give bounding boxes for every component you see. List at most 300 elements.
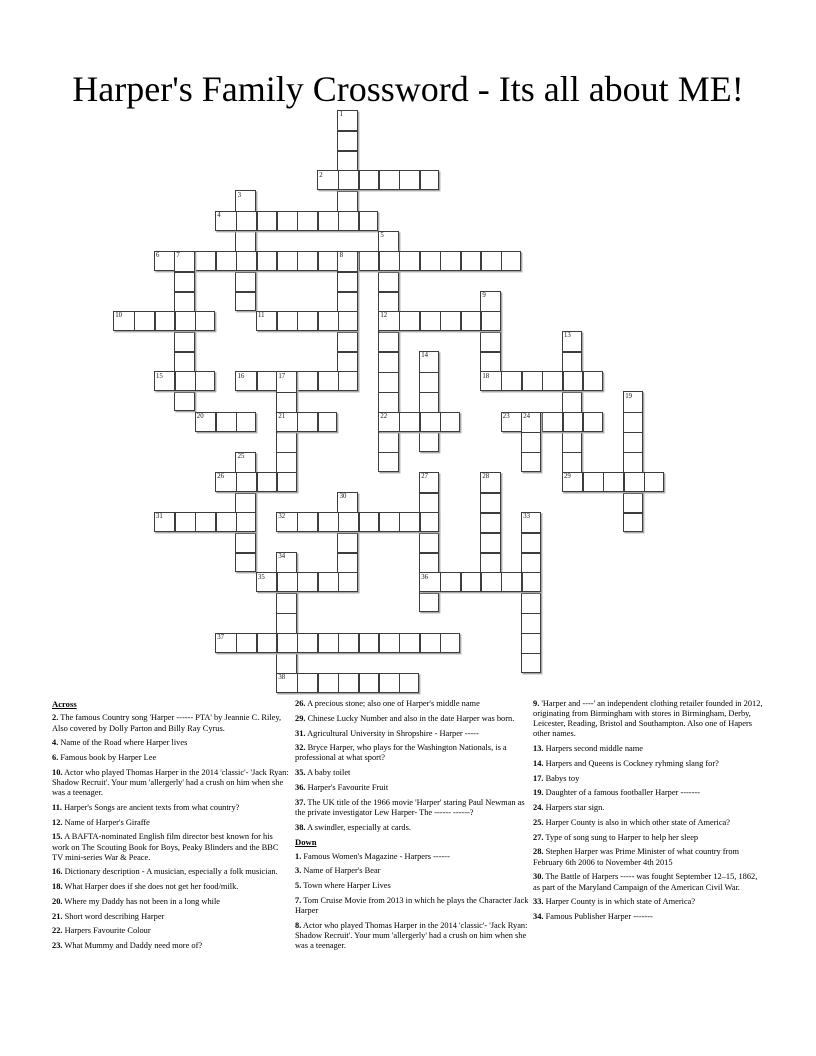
cell-divider xyxy=(154,312,156,330)
cell-divider xyxy=(460,252,462,270)
word-19-down xyxy=(623,391,643,532)
clue-number: 37. xyxy=(295,797,306,807)
cell-divider xyxy=(276,473,278,491)
cell-divider xyxy=(236,252,238,270)
cell-divider xyxy=(338,171,340,189)
cell-divider xyxy=(521,372,523,390)
cell-divider xyxy=(419,252,421,270)
cell-divider xyxy=(480,573,482,591)
clue-number: 10. xyxy=(52,767,63,777)
cell-divider xyxy=(582,372,584,390)
cell-divider xyxy=(378,513,380,531)
cell-number-27: 27 xyxy=(421,473,428,480)
clue-32: 32. Bryce Harper, who plays for the Washington Nationals, is a professional at what sport? xyxy=(295,743,507,763)
word-23-across xyxy=(501,412,603,432)
clue-9: 9. 'Harper and ----' an independent clothing retailer founded in 2012, originating from Birmingham with stores in Birmingham, Derby, Leicester, Reading, Bristol and Southampton. Also one of Hapers other names. xyxy=(533,699,763,739)
word-38-across xyxy=(276,673,419,693)
clue-29: 29. Chinese Lucky Number and also in the date Harper was born. xyxy=(295,713,515,723)
cell-number-18: 18 xyxy=(482,372,490,380)
clue-number: 32. xyxy=(295,743,306,753)
clue-23: 23. What Mummy and Daddy need more of? xyxy=(52,941,203,951)
cell-number-15: 15 xyxy=(156,372,163,380)
cell-number-28: 28 xyxy=(482,473,490,480)
clue-number: 31. xyxy=(295,728,306,738)
cell-divider xyxy=(317,252,319,270)
clue-28: 28. Stephen Harper was Prime Minister of what country from February 6th 2006 to November 4th 2015 xyxy=(533,847,740,867)
cell-divider xyxy=(277,653,295,655)
cell-divider xyxy=(522,653,540,655)
word-21-across xyxy=(276,412,337,432)
clue-number: 3. xyxy=(295,866,302,876)
clue-number: 33. xyxy=(533,897,544,907)
clue-number: 23. xyxy=(52,941,63,951)
cell-divider xyxy=(419,171,421,189)
cell-divider xyxy=(358,634,360,652)
word-32-across xyxy=(276,512,439,532)
cell-divider xyxy=(236,552,254,554)
cell-divider xyxy=(297,634,299,652)
cell-divider xyxy=(358,171,360,189)
cell-number-36: 36 xyxy=(421,573,428,581)
clue-number: 4. xyxy=(52,738,59,748)
clue-number: 30. xyxy=(533,872,544,882)
clues-column-1 xyxy=(52,699,290,956)
cell-divider xyxy=(624,492,642,494)
cell-divider xyxy=(338,331,356,333)
clue-number: 29. xyxy=(295,713,306,723)
cell-divider xyxy=(134,312,136,330)
cell-number-7: 7 xyxy=(176,251,180,259)
cell-divider xyxy=(379,271,397,273)
cell-divider xyxy=(236,291,254,293)
clue-number: 21. xyxy=(52,911,63,921)
cell-divider xyxy=(481,512,499,514)
clue-18: 18. What Harper does if she does not get her food/milk. xyxy=(52,882,239,892)
cell-divider xyxy=(338,552,356,554)
clue-number: 2. xyxy=(52,713,59,723)
clue-11: 11. Harper's Songs are ancient texts from what country? xyxy=(52,802,240,812)
cell-divider xyxy=(236,212,238,230)
cell-divider xyxy=(175,351,193,353)
cell-divider xyxy=(236,231,254,233)
clue-number: 24. xyxy=(533,803,544,813)
cell-divider xyxy=(420,372,438,374)
word-18-across xyxy=(480,371,602,391)
clues-header: Across xyxy=(52,699,77,709)
cell-divider xyxy=(175,331,193,333)
cell-number-2: 2 xyxy=(319,171,323,179)
cell-divider xyxy=(420,432,438,434)
cell-divider xyxy=(276,573,278,591)
word-11-across xyxy=(256,311,358,331)
cell-divider xyxy=(297,212,299,230)
cell-number-11: 11 xyxy=(258,312,265,320)
cell-divider xyxy=(501,252,503,270)
cell-divider xyxy=(338,573,340,591)
word-2-across xyxy=(317,170,439,190)
clue-number: 12. xyxy=(52,817,63,827)
cell-divider xyxy=(277,613,295,615)
cell-divider xyxy=(277,452,295,454)
cell-divider xyxy=(215,513,217,531)
clue-number: 1. xyxy=(295,851,302,861)
clue-number: 8. xyxy=(295,920,302,930)
cell-number-17: 17 xyxy=(278,372,286,380)
cell-number-16: 16 xyxy=(237,372,245,380)
clue-number: 22. xyxy=(52,926,63,936)
clue-22: 22. Harpers Favourite Colour xyxy=(52,926,151,936)
cell-number-23: 23 xyxy=(502,412,510,420)
cell-divider xyxy=(419,513,421,531)
clue-number: 5. xyxy=(295,881,302,891)
cell-divider xyxy=(624,512,642,514)
cell-divider xyxy=(338,130,356,132)
clue-31: 31. Agricultural University in Shropshire - Harper ----- xyxy=(295,728,479,738)
cell-divider xyxy=(358,513,360,531)
cell-divider xyxy=(419,413,421,431)
cell-divider xyxy=(338,351,356,353)
cell-divider xyxy=(644,473,646,491)
cell-divider xyxy=(419,634,421,652)
cell-divider xyxy=(338,150,356,152)
cell-divider xyxy=(256,372,258,390)
clue-number: 7. xyxy=(295,895,302,905)
cell-number-30: 30 xyxy=(339,493,347,501)
cell-divider xyxy=(521,573,523,591)
cell-number-21: 21 xyxy=(278,412,286,420)
cell-divider xyxy=(276,634,278,652)
clue-number: 18. xyxy=(52,882,63,892)
cell-divider xyxy=(378,252,380,270)
cell-divider xyxy=(256,252,258,270)
cell-divider xyxy=(563,432,581,434)
clue-number: 19. xyxy=(533,788,544,798)
cell-divider xyxy=(236,634,238,652)
cell-divider xyxy=(440,312,442,330)
clue-number: 14. xyxy=(533,758,544,768)
cell-divider xyxy=(623,473,625,491)
clue-7: 7. Tom Cruise Movie from 2013 in which he plays the Character Jack Harper xyxy=(295,895,529,916)
cell-divider xyxy=(522,593,540,595)
cell-divider xyxy=(338,291,356,293)
word-36-across xyxy=(419,572,541,592)
cell-divider xyxy=(358,212,360,230)
cell-divider xyxy=(542,413,544,431)
cell-divider xyxy=(460,573,462,591)
clue-2: 2. The famous Country song 'Harper ------ PTA' by Jeannie C. Riley, Also covered by Dolly Parton and Billy Ray Cyrus. xyxy=(52,713,282,733)
word-29-across xyxy=(562,472,664,492)
cell-divider xyxy=(338,634,340,652)
clue-14: 14. Harpers and Queens is Cockney ryhming slang for? xyxy=(533,758,719,768)
cell-divider xyxy=(338,674,340,692)
cell-divider xyxy=(420,552,438,554)
cell-divider xyxy=(338,212,340,230)
cell-divider xyxy=(522,532,540,534)
word-12-across xyxy=(378,311,500,331)
clue-21: 21. Short word describing Harper xyxy=(52,911,165,921)
cell-divider xyxy=(399,634,401,652)
word-35-across xyxy=(256,572,358,592)
cell-divider xyxy=(215,252,217,270)
cell-divider xyxy=(297,413,299,431)
cell-divider xyxy=(522,552,540,554)
cell-number-25: 25 xyxy=(237,452,245,460)
cell-divider xyxy=(317,634,319,652)
cell-divider xyxy=(338,513,340,531)
clue-number: 9. xyxy=(533,699,540,708)
cell-divider xyxy=(440,413,442,431)
clue-number: 6. xyxy=(52,753,59,763)
cell-divider xyxy=(297,573,299,591)
cell-divider xyxy=(562,413,564,431)
cell-divider xyxy=(481,552,499,554)
clue-number: 20. xyxy=(52,896,63,906)
clue-13: 13. Harpers second middle name xyxy=(533,744,644,754)
clue-36: 36. Harper's Favourite Fruit xyxy=(295,782,389,792)
cell-number-38: 38 xyxy=(278,674,286,681)
cell-number-5: 5 xyxy=(380,231,384,239)
clue-number: 26. xyxy=(295,699,306,708)
cell-divider xyxy=(582,413,584,431)
clue-25: 25. Harper County is also in which other state of America? xyxy=(533,817,730,827)
cell-divider xyxy=(481,492,499,494)
clue-30: 30. The Battle of Harpers ----- was fought September 12–15, 1862, as part of the Maryland Campaign of the American Civil War. xyxy=(533,872,758,892)
cell-divider xyxy=(378,674,380,692)
cell-divider xyxy=(522,613,540,615)
cell-divider xyxy=(297,513,299,531)
cell-divider xyxy=(277,392,295,394)
clue-4: 4. Name of the Road where Harper lives xyxy=(52,738,188,748)
cell-number-4: 4 xyxy=(217,211,221,219)
cell-divider xyxy=(358,252,360,270)
clue-number: 25. xyxy=(533,817,544,827)
cell-divider xyxy=(236,413,238,431)
cell-divider xyxy=(501,573,503,591)
clue-number: 36. xyxy=(295,782,306,792)
cell-divider xyxy=(236,271,254,273)
cell-divider xyxy=(195,312,197,330)
clue-33: 33. Harper County is in which state of America? xyxy=(533,897,696,907)
word-24-down xyxy=(521,412,541,472)
cell-divider xyxy=(378,634,380,652)
cell-divider xyxy=(379,331,397,333)
cell-number-24: 24 xyxy=(523,412,530,420)
clue-20: 20. Where my Daddy has not been in a long while xyxy=(52,896,221,906)
cell-number-35: 35 xyxy=(258,573,265,581)
cell-divider xyxy=(562,372,564,390)
cell-divider xyxy=(338,312,340,330)
clue-12: 12. Name of Harper's Giraffe xyxy=(52,817,150,827)
clue-15: 15. A BAFTA-nominated English film director best known for his work on The Scouting Book for Boys, Peaky Blinders and the BBC TV mini-series War & Peace. xyxy=(52,832,279,862)
cell-divider xyxy=(522,452,540,454)
cell-divider xyxy=(276,212,278,230)
cell-divider xyxy=(174,312,176,330)
clue-number: 35. xyxy=(295,768,306,778)
cell-divider xyxy=(399,171,401,189)
cell-divider xyxy=(563,392,581,394)
cell-divider xyxy=(338,532,356,534)
cell-number-3: 3 xyxy=(237,191,241,199)
clue-5: 5. Town where Harper Lives xyxy=(295,881,391,891)
cell-divider xyxy=(624,452,642,454)
clue-26: 26. A precious stone; also one of Harper's middle name xyxy=(295,699,480,708)
clue-1: 1. Famous Women's Magazine - Harpers ------ xyxy=(295,851,450,861)
cell-divider xyxy=(379,291,397,293)
cell-number-34: 34 xyxy=(278,553,286,561)
cell-divider xyxy=(236,492,254,494)
clue-3: 3. Name of Harper's Bear xyxy=(295,866,381,876)
cell-divider xyxy=(317,413,319,431)
word-33-down xyxy=(521,512,541,673)
cell-divider xyxy=(297,252,299,270)
cell-divider xyxy=(563,452,581,454)
cell-divider xyxy=(399,252,401,270)
cell-divider xyxy=(624,432,642,434)
cell-divider xyxy=(379,351,397,353)
cell-divider xyxy=(317,212,319,230)
clue-16: 16. Dictionary description - A musician, especially a folk musician. xyxy=(52,867,278,877)
cell-divider xyxy=(481,331,499,333)
cell-divider xyxy=(399,413,401,431)
cell-number-12: 12 xyxy=(380,312,388,320)
cell-divider xyxy=(501,372,503,390)
clue-number: 27. xyxy=(533,832,544,842)
cell-divider xyxy=(420,492,438,494)
cell-divider xyxy=(440,573,442,591)
cell-divider xyxy=(460,312,462,330)
cell-number-32: 32 xyxy=(278,513,286,521)
cell-divider xyxy=(603,473,605,491)
clue-number: 34. xyxy=(533,912,544,922)
clue-8: 8. Actor who played Thomas Harper in the 2014 'classic'- 'Jack Ryan: Shadow Recruit'. Your mum 'allergerly' had a crush on him when she was a teenager. xyxy=(295,920,528,951)
cell-divider xyxy=(195,372,197,390)
cell-divider xyxy=(175,291,193,293)
cell-divider xyxy=(277,432,295,434)
cell-divider xyxy=(358,674,360,692)
word-37-across xyxy=(215,633,460,653)
cell-divider xyxy=(338,372,340,390)
cell-divider xyxy=(317,312,319,330)
clues-header: Down xyxy=(295,837,317,848)
clue-17: 17. Babys toy xyxy=(533,773,580,783)
word-31-across xyxy=(154,512,256,532)
cell-divider xyxy=(215,413,217,431)
cell-divider xyxy=(379,392,397,394)
cell-divider xyxy=(480,312,482,330)
cell-divider xyxy=(480,252,482,270)
clue-number: 13. xyxy=(533,744,544,754)
cell-divider xyxy=(297,312,299,330)
clue-37: 37. The UK title of the 1966 movie 'Harper' staring Paul Newman as the private investigator Lew Harper- The ------ ------? xyxy=(295,797,525,817)
cell-number-20: 20 xyxy=(196,412,204,420)
clue-number: 38. xyxy=(295,822,306,832)
cell-divider xyxy=(317,372,319,390)
word-26-across xyxy=(215,472,297,492)
cell-number-29: 29 xyxy=(564,473,571,480)
page-title: Harper's Family Crossword - Its all about ME! xyxy=(72,69,744,110)
cell-divider xyxy=(236,513,238,531)
cell-number-13: 13 xyxy=(564,332,571,340)
clue-19: 19. Daughter of a famous footballer Harper ------- xyxy=(533,788,700,798)
cell-number-37: 37 xyxy=(217,633,224,641)
clue-number: 17. xyxy=(533,773,544,783)
cell-divider xyxy=(338,191,356,193)
word-16-across xyxy=(235,371,357,391)
cell-number-14: 14 xyxy=(421,352,428,360)
clue-number: 28. xyxy=(533,847,544,857)
cell-divider xyxy=(276,252,278,270)
cell-divider xyxy=(317,573,319,591)
cell-number-6: 6 xyxy=(156,251,160,259)
cell-divider xyxy=(378,171,380,189)
cell-divider xyxy=(563,351,581,353)
cell-divider xyxy=(399,674,401,692)
word-10-across xyxy=(113,311,215,331)
clue-6: 6. Famous book by Harper Lee xyxy=(52,753,157,763)
clue-10: 10. Actor who played Thomas Harper in the 2014 'classic'- 'Jack Ryan: Shadow Recruit'. Your mum 'allergerly' had a crush on him when she was a teenager. xyxy=(52,767,289,798)
cell-number-19: 19 xyxy=(625,392,632,400)
cell-divider xyxy=(522,633,540,635)
cell-divider xyxy=(379,452,397,454)
cell-divider xyxy=(236,473,238,491)
cell-divider xyxy=(440,252,442,270)
clue-number: 11. xyxy=(52,802,63,812)
clue-35: 35. A baby toilet xyxy=(295,768,351,778)
cell-divider xyxy=(317,674,319,692)
cell-divider xyxy=(195,252,197,270)
cell-divider xyxy=(175,392,193,394)
cell-divider xyxy=(379,372,397,374)
cell-number-10: 10 xyxy=(115,312,122,320)
cell-divider xyxy=(542,372,544,390)
cell-divider xyxy=(277,593,295,595)
cell-divider xyxy=(276,312,278,330)
cell-divider xyxy=(582,473,584,491)
cell-number-1: 1 xyxy=(339,111,343,119)
cell-divider xyxy=(419,312,421,330)
word-4-across xyxy=(215,211,378,231)
cell-divider xyxy=(174,372,176,390)
clues-column-3 xyxy=(533,699,765,927)
clues-column-2 xyxy=(295,699,530,956)
cell-divider xyxy=(256,212,258,230)
cell-number-8: 8 xyxy=(339,251,343,259)
cell-divider xyxy=(420,392,438,394)
clue-number: 15. xyxy=(52,832,63,842)
cell-divider xyxy=(624,412,642,414)
cell-divider xyxy=(297,674,299,692)
clue-number: 16. xyxy=(52,867,63,877)
cell-number-33: 33 xyxy=(523,513,530,521)
cell-divider xyxy=(195,513,197,531)
cell-divider xyxy=(297,372,299,390)
cell-number-31: 31 xyxy=(156,513,163,521)
cell-divider xyxy=(174,513,176,531)
cell-divider xyxy=(338,271,356,273)
cell-divider xyxy=(256,473,258,491)
cell-divider xyxy=(317,513,319,531)
word-14-down xyxy=(419,351,439,452)
clue-38: 38. A swindler, especially at cards. xyxy=(295,822,411,832)
cell-divider xyxy=(175,271,193,273)
cell-divider xyxy=(379,432,397,434)
cell-divider xyxy=(440,634,442,652)
cell-divider xyxy=(481,532,499,534)
cell-number-9: 9 xyxy=(482,292,486,300)
cell-divider xyxy=(399,513,401,531)
clue-24: 24. Harpers star sign. xyxy=(533,803,605,813)
cell-divider xyxy=(522,432,540,434)
